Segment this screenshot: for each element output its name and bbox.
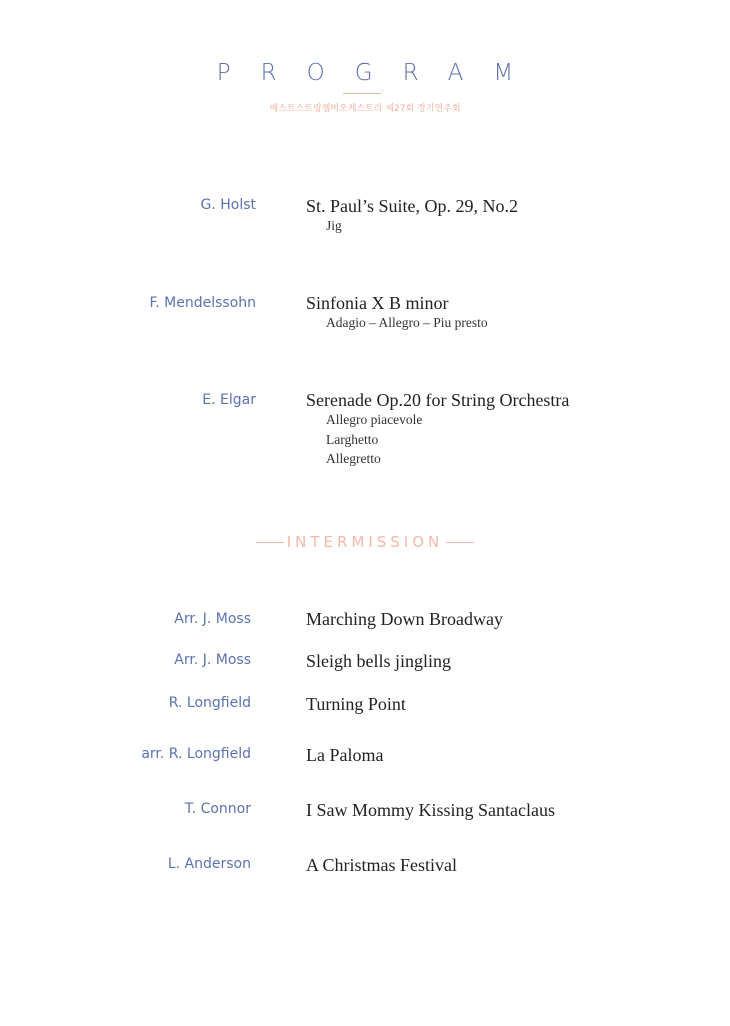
work-title: Serenade Op.20 for String Orchestra [306,390,570,410]
divider-line-right [446,542,474,543]
work-holst [306,196,518,236]
concert-subtitle: 베스트스트링챔버오케스트라 제27회 정기연주회 [269,104,461,114]
movement: Adagio – Allegro – Piu presto [326,315,488,330]
composer-moss-2: Arr. J. Moss [174,652,251,668]
composer-elgar: E. Elgar [202,392,256,408]
divider-line-left [256,542,284,543]
composer-connor: T. Connor [184,801,251,817]
work-marching: Marching Down Broadway [306,609,503,629]
work-la-paloma: La Paloma [306,745,384,765]
composer-holst: G. Holst [200,197,256,213]
composer-longfield-2: arr. R. Longfield [141,746,251,762]
composer-mendelssohn: F. Mendelssohn [149,295,256,311]
movement: Larghetto [326,431,379,447]
work-mendelssohn [306,293,488,333]
program-title: PROGRAM [216,60,544,86]
composer-moss-1: Arr. J. Moss [174,611,251,627]
movement: Jig [326,218,342,233]
work-turning-point: Turning Point [306,694,406,714]
movement: Allegro piacevole [326,412,423,427]
composer-longfield-1: R. Longfield [168,695,251,711]
work-title: Sinfonia X B minor [306,293,449,313]
work-santaclaus: I Saw Mommy Kissing Santaclaus [306,800,555,820]
work-christmas-festival: A Christmas Festival [306,855,458,875]
intermission-label: INTERMISSION [286,533,444,551]
movement: Allegretto [326,451,381,466]
work-title: St. Paul’s Suite, Op. 29, No.2 [306,196,519,216]
work-sleigh-bells: Sleigh bells jingling [306,651,452,671]
composer-anderson: L. Anderson [167,856,251,872]
work-elgar [306,390,569,469]
intermission-divider [0,533,730,551]
title-underline [343,93,381,94]
